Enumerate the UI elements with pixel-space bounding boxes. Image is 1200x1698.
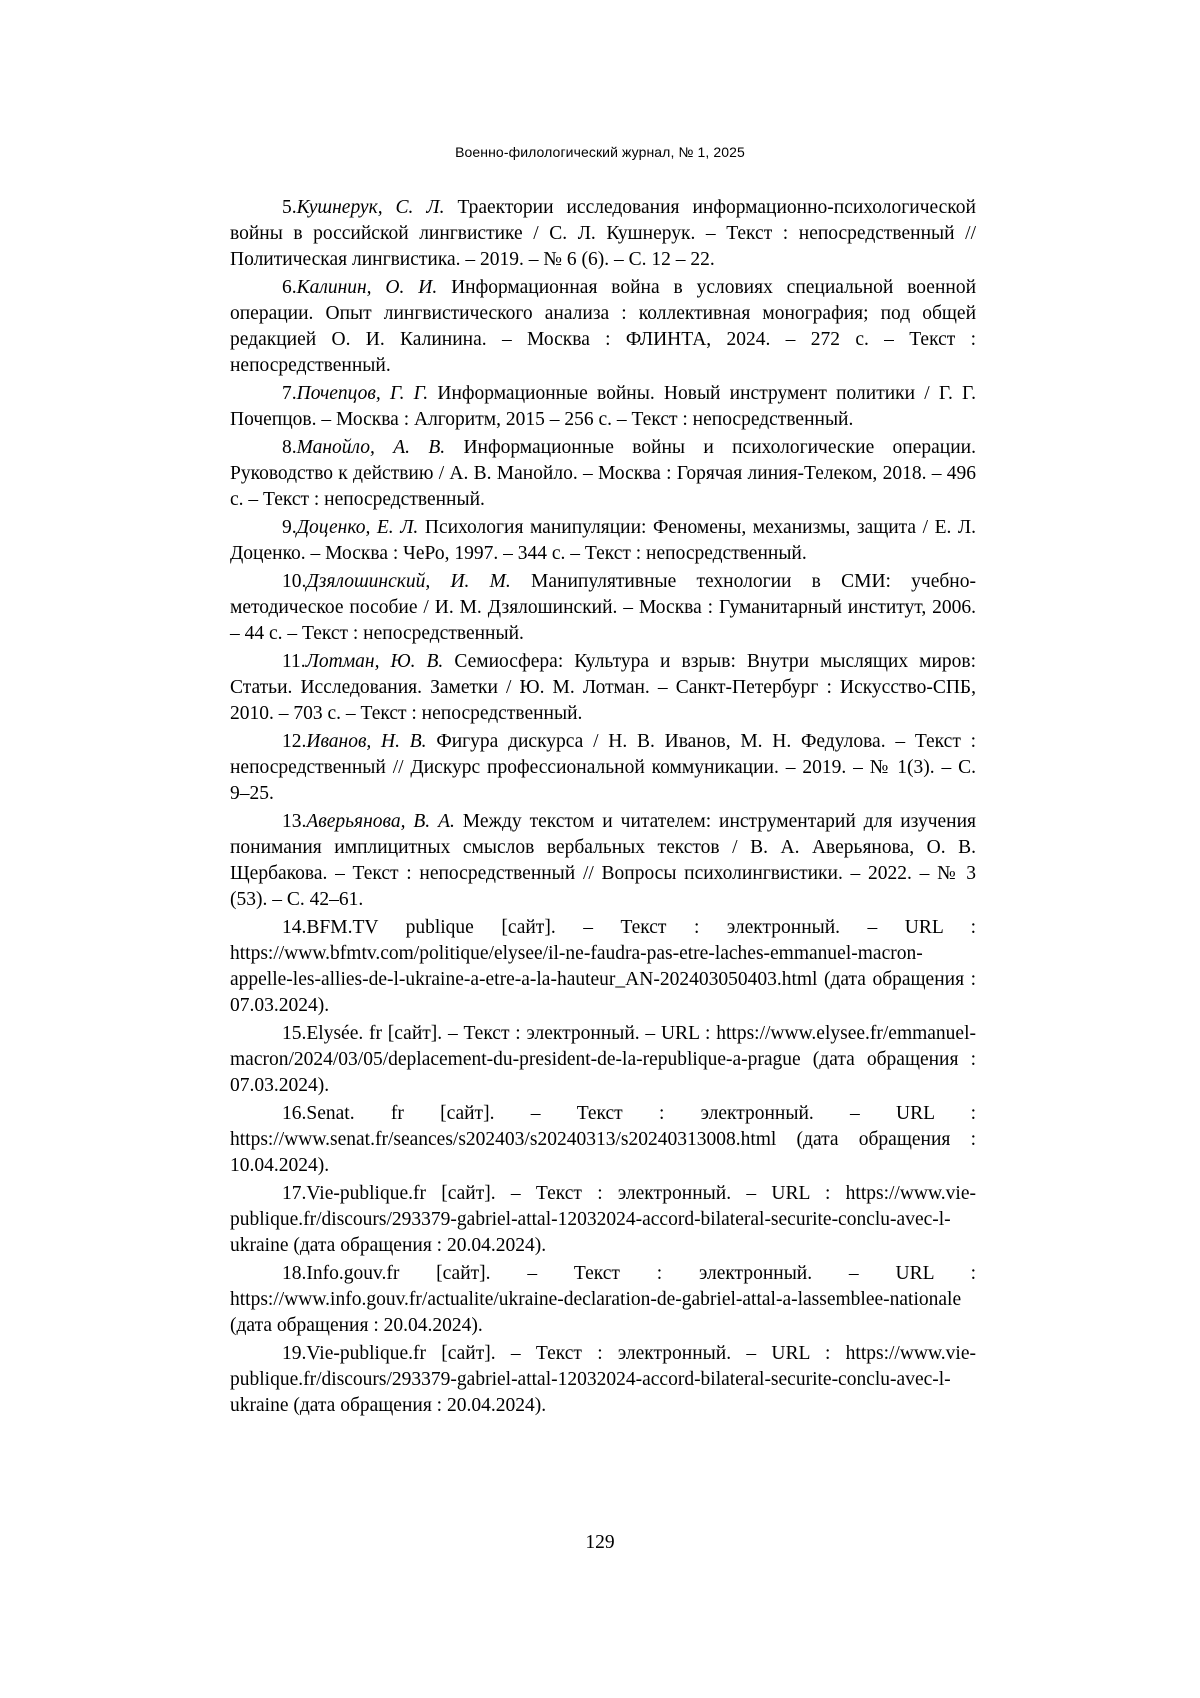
reference-item [230,649,976,727]
reference-text: Между текстом и читателем: инструментарий для изучения понимания имплицитных смыслов вербальных текстов / В. А. Аверьянова, О. В. Щербакова. – Текст : непосредственный // Вопросы психолингвистики. – 2022. – № 3 (53). – С. 42–61. [230,811,976,910]
running-head: Военно-филологический журнал, № 1, 2025 [455,144,745,160]
reference-text: Семиосфера: Культура и взрыв: Внутри мыслящих миров: Статьи. Исследования. Заметки / Ю. М. Лотман. – Санкт-Петербург : Искусство-СПБ, 2010. – 703 с. – Текст : непосредственный. [230,651,977,724]
reference-number: 6. [282,277,297,298]
reference-item [230,275,976,379]
reference-number: 8. [282,437,297,458]
reference-list [230,195,976,1421]
reference-number: 13. [282,811,307,832]
reference-item [230,195,976,273]
reference-text: Фигура дискурса / Н. В. Иванов, М. Н. Федулова. – Текст : непосредственный // Дискурс профессиональной коммуникации. – 2019. – № 1(3). – С. 9–25. [230,731,977,804]
reference-item [230,1021,976,1099]
reference-text: Info.gouv.fr [сайт]. – Текст : электронный. – URL : https://www.info.gouv.fr/actualite/ukraine-declaration-de-gabriel-attal-a-lassemblee-nationale (дата обращения : 20.04.2024). [230,1263,976,1336]
reference-author: Аверьянова, В. А. [306,811,455,832]
reference-text: Манипулятивные технологии в СМИ: учебно-методическое пособие / И. М. Дзялошинский. – Москва : Гуманитарный институт, 2006. – 44 с. – Текст : непосредственный. [230,571,976,644]
reference-author: Калинин, О. И. [296,277,438,298]
reference-number: 9. [282,517,297,538]
reference-number: 14. [282,917,307,938]
reference-number: 5. [282,197,297,218]
reference-author: Иванов, Н. В. [306,731,427,752]
reference-item [230,515,976,567]
reference-author: Лотман, Ю. В. [305,651,444,672]
reference-text: Траектории исследования информационно-психологической войны в российской лингвистике / С. Л. Кушнерук. – Текст : непосредственный // Политическая лингвистика. – 2019. – № 6 (6). – С. 12 – 22. [230,197,976,270]
reference-number: 15. [282,1023,307,1044]
reference-text: Информационная война в условиях специальной военной операции. Опыт лингвистического анализа : коллективная монография; под общей редакцией О. И. Калинина. – Москва : ФЛИНТА, 2024. – 272 с. – Текст : непосредственный. [230,277,977,376]
reference-item [230,569,976,647]
reference-number: 18. [282,1263,307,1284]
reference-number: 10. [282,571,307,592]
reference-text: Информационные войны и психологические операции. Руководство к действию / А. В. Манойло. – Москва : Горячая линия-Телеком, 2018. – 496 с. – Текст : непосредственный. [230,437,976,510]
reference-number: 16. [282,1103,307,1124]
reference-author: Почепцов, Г. Г. [296,383,429,404]
reference-text: Vie-publique.fr [сайт]. – Текст : электронный. – URL : https://www.vie-publique.fr/discours/293379-gabriel-attal-12032024-accord-bilateral-securite-conclu-avec-l-ukraine (дата обращения : 20.04.2024). [230,1343,976,1416]
reference-number: 11. [282,651,306,672]
reference-text: BFM.TV publique [сайт]. – Текст : электронный. – URL : https://www.bfmtv.com/politique/elysee/il-ne-faudra-pas-etre-laches-emmanuel-macron-appelle-les-allies-de-l-ukraine-a-etre-a-la-hauteur_AN-202403050403.html (дата обращения : 07.03.2024). [230,917,976,1016]
reference-text: Elysée. fr [сайт]. – Текст : электронный. – URL : https://www.elysee.fr/emmanuel-macron/2024/03/05/deplacement-du-president-de-la-republique-a-prague (дата обращения : 07.03.2024). [230,1023,976,1096]
reference-text: Информационные войны. Новый инструмент политики / Г. Г. Почепцов. – Москва : Алгоритм, 2015 – 256 с. – Текст : непосредственный. [230,383,976,430]
reference-item [230,381,976,433]
page-number: 129 [585,1532,615,1553]
reference-number: 12. [282,731,307,752]
reference-author: Кушнерук, С. Л. [296,197,445,218]
reference-text: Vie-publique.fr [сайт]. – Текст : электронный. – URL : https://www.vie-publique.fr/discours/293379-gabriel-attal-12032024-accord-bilateral-securite-conclu-avec-l-ukraine (дата обращения : 20.04.2024). [230,1183,976,1256]
reference-text: Психология манипуляции: Феномены, механизмы, защита / Е. Л. Доценко. – Москва : ЧеРо, 1997. – 344 с. – Текст : непосредственный. [230,517,977,564]
reference-item [230,915,976,1019]
reference-item [230,729,976,807]
reference-text: Senat. fr [сайт]. – Текст : электронный. – URL : https://www.senat.fr/seances/s202403/s20240313/s20240313008.html (дата обращения : 10.04.2024). [230,1103,976,1176]
reference-item [230,435,976,513]
reference-item [230,1261,976,1339]
reference-author: Дзялошинский, И. М. [306,571,511,592]
reference-item [230,1341,976,1419]
reference-author: Доценко, Е. Л. [296,517,419,538]
reference-item [230,1181,976,1259]
reference-number: 7. [282,383,297,404]
reference-number: 19. [282,1343,307,1364]
reference-number: 17. [282,1183,307,1204]
reference-author: Манойло, А. В. [296,437,446,458]
reference-item [230,1101,976,1179]
reference-item [230,809,976,913]
